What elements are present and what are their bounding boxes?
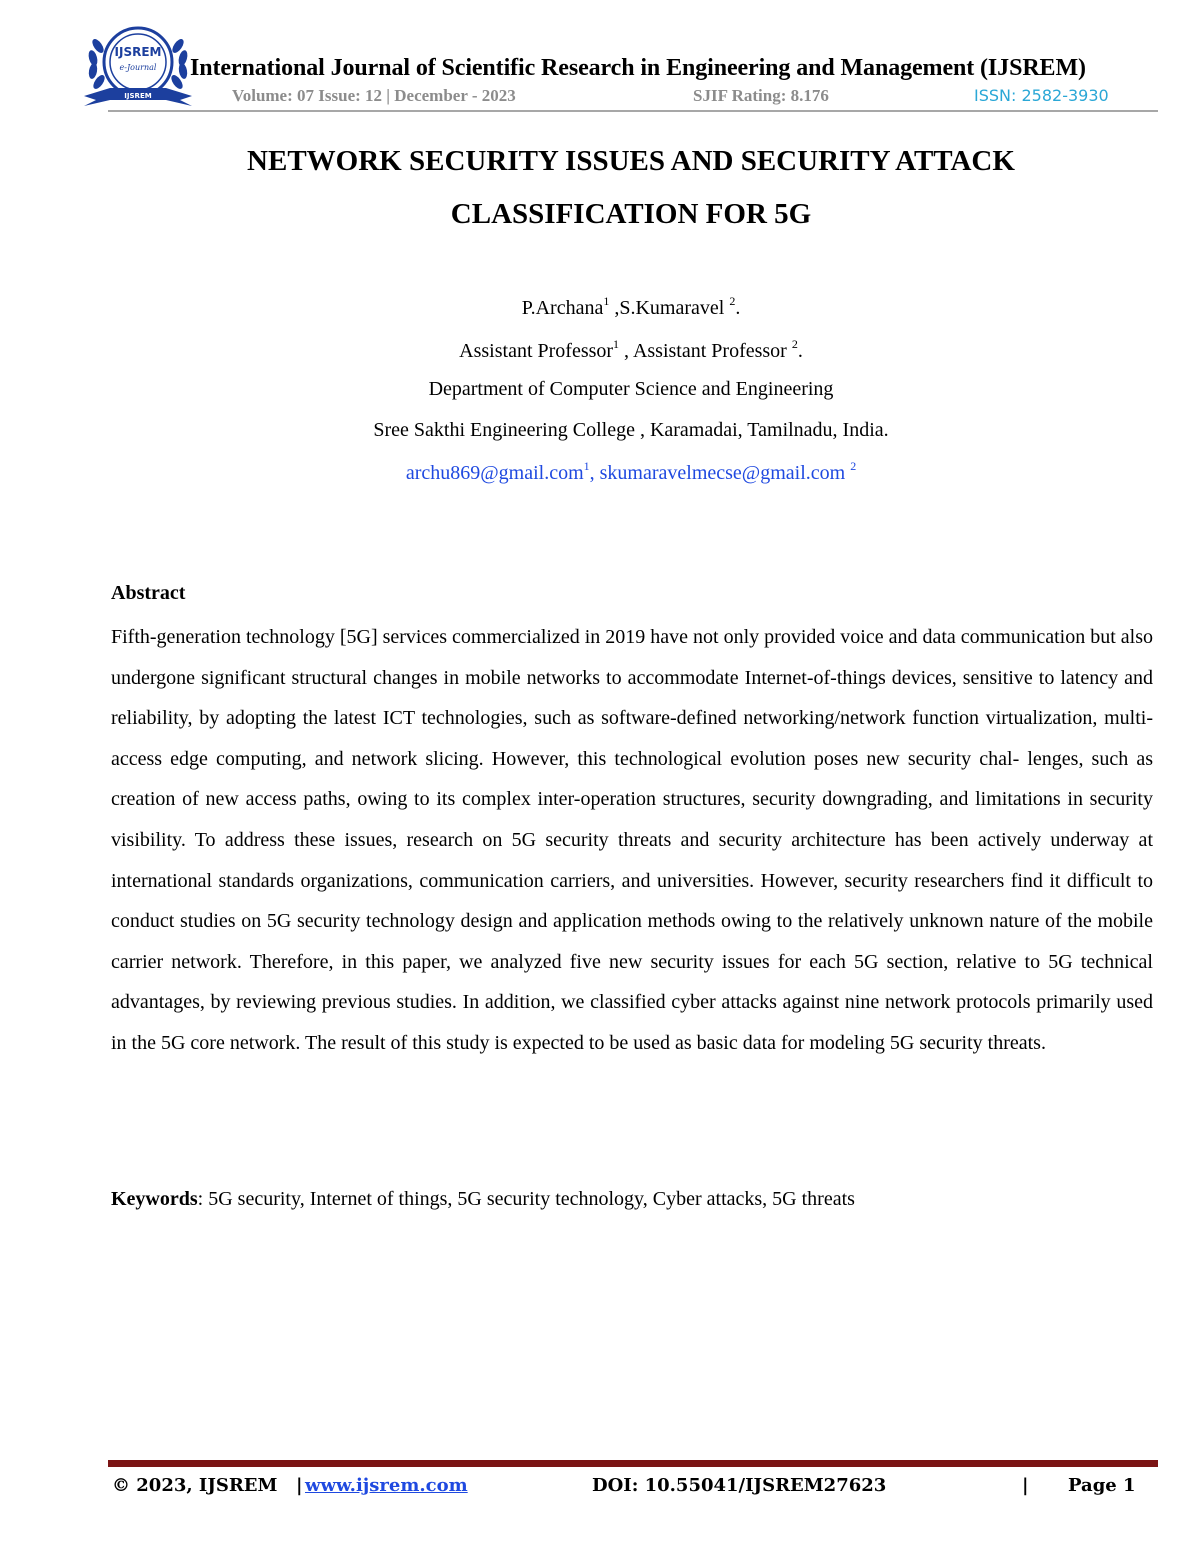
- authors: [100, 294, 1162, 320]
- paper-title-line1: NETWORK SECURITY ISSUES AND SECURITY ATTACK: [247, 145, 1015, 177]
- author-1: P.Archana: [521, 297, 604, 319]
- volume-info: Volume: 07 Issue: 12 | December - 2023: [232, 86, 516, 105]
- author-2-sup: 2: [729, 294, 736, 308]
- logo-text-mid: e-Journal: [119, 63, 157, 72]
- author-separator: ,S.Kumaravel: [609, 297, 730, 319]
- header-divider: [108, 110, 1158, 112]
- role-2-sup: 2: [791, 337, 798, 351]
- role-1: Assistant Professor: [459, 340, 614, 362]
- department: Department of Computer Science and Engineering: [428, 378, 834, 400]
- email-link-1[interactable]: archu869@gmail.com: [405, 462, 584, 484]
- author-end: .: [735, 297, 741, 319]
- keywords-text: 5G security, Internet of things, 5G security technology, Cyber attacks, 5G threats: [208, 1188, 855, 1210]
- role-end: .: [797, 340, 803, 362]
- footer-separator-1: |: [296, 1475, 303, 1496]
- email-2-sup: 2: [850, 459, 857, 473]
- footer-separator-2: |: [1022, 1475, 1029, 1496]
- footer-divider: [108, 1460, 1158, 1467]
- emails: [100, 459, 1162, 485]
- footer-website-link[interactable]: www.ijsrem.com: [305, 1475, 468, 1496]
- abstract-body: Fifth-generation technology [5G] services commercialized in 2019 have not only provided voice and data communication but also undergone significant structural changes in mobile networks to accommodate Internet-of-things devices, sensitive to latency and reliability, by adopting the latest ICT technologies, such as software-defined networking/network function virtualization, multi-access edge computing, and network slicing. However, this technological evolution poses new security chal- lenges, such as creation of new access paths, owing to its complex inter-operation structures, security downgrading, and limitations in security visibility. To address these issues, research on 5G security threats and security architecture has been actively underway at international standards organizations, communication carriers, and universities. However, security researchers find it difficult to conduct studies on 5G security technology design and application methods owing to the relatively unknown nature of the mobile carrier network. Therefore, in this paper, we analyzed five new security issues for each 5G section, relative to 5G technical advantages, by reviewing previous studies. In addition, we classified cyber attacks against nine network protocols primarily used in the 5G core network. The result of this study is expected to be used as basic data for modeling 5G security threats.: [111, 626, 1153, 1054]
- footer-copyright: © 2023, IJSREM: [112, 1475, 278, 1496]
- journal-logo: [80, 16, 196, 112]
- paper-title-line2: CLASSIFICATION FOR 5G: [450, 198, 812, 230]
- sjif-rating: SJIF Rating: 8.176: [693, 86, 829, 105]
- role-separator: , Assistant Professor: [619, 340, 792, 362]
- footer-doi: DOI: 10.55041/IJSREM27623: [592, 1475, 887, 1496]
- issn: ISSN: 2582-3930: [974, 86, 1109, 105]
- email-1-sup: 1: [583, 459, 590, 473]
- role-1-sup: 1: [613, 337, 620, 351]
- abstract-heading: Abstract: [111, 582, 186, 604]
- author-roles: [100, 337, 1162, 363]
- keywords: [111, 1188, 855, 1211]
- keywords-colon: :: [197, 1188, 209, 1210]
- logo-text-bottom: IJSREM: [124, 92, 152, 100]
- email-link-2[interactable]: skumaravelmecse@gmail.com: [599, 462, 851, 484]
- author-1-sup: 1: [603, 294, 610, 308]
- journal-title: International Journal of Scientific Research in Engineering and Management (IJSREM): [190, 55, 1086, 81]
- logo-text-top: IJSREM: [114, 45, 162, 59]
- email-separator: ,: [589, 462, 600, 484]
- institution: Sree Sakthi Engineering College , Karamadai, Tamilnadu, India.: [373, 419, 889, 441]
- keywords-label: Keywords: [111, 1188, 198, 1210]
- footer-page-number: Page 1: [1068, 1475, 1136, 1496]
